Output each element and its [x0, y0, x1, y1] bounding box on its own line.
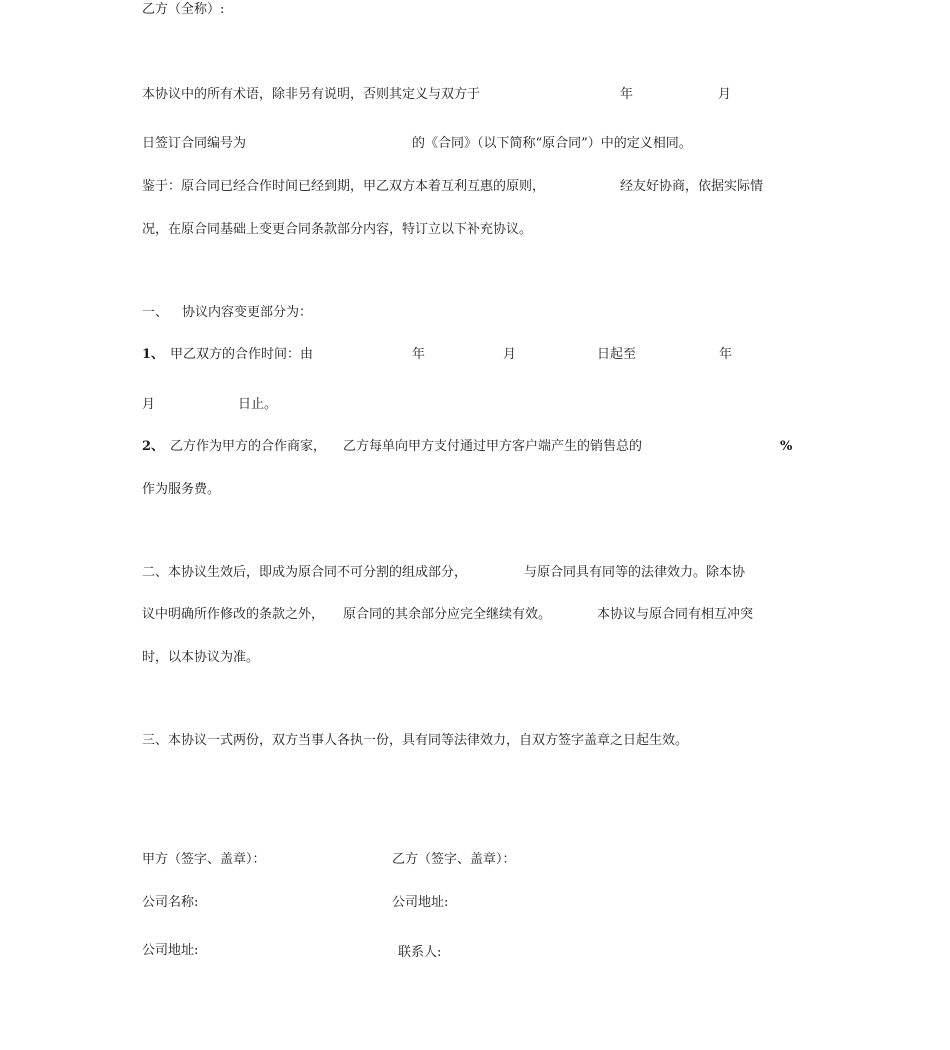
intro-line3-continued: 经友好协商，依据实际情 — [620, 179, 764, 194]
item1-number: 1、 — [142, 347, 165, 362]
section2-line2-middle: 原合同的其余部分应完全继续有效。 — [343, 607, 552, 622]
item1-month-end: 月 — [142, 397, 156, 412]
item1-year-end: 年 — [719, 347, 733, 362]
intro-line1-text: 本协议中的所有术语，除非另有说明，否则其定义与双方于 — [142, 87, 481, 102]
item1-month-start: 月 — [503, 347, 517, 362]
item2-text-a: 乙方作为甲方的合作商家， — [170, 439, 327, 454]
item2-number: 2、 — [142, 439, 165, 454]
intro-line2-definition: 的《合同》（以下简称“原合同”）中的定义相同。 — [412, 136, 692, 151]
party-a-company-address-label: 公司地址: — [142, 943, 199, 958]
item1-day-start: 日起至 — [597, 347, 637, 362]
item2-text-c: 作为服务费。 — [142, 482, 221, 497]
party-b-fullname-label: 乙方（全称）: — [142, 2, 225, 17]
section2-line3-text: 时，以本协议为准。 — [142, 650, 260, 665]
section2-line1-text: 二、本协议生效后，即成为原合同不可分割的组成部分， — [142, 565, 468, 580]
intro-month-label: 月 — [718, 87, 732, 102]
party-a-company-name-label: 公司名称: — [142, 895, 199, 910]
item2-text-b: 乙方每单向甲方支付通过甲方客户端产生的销售总的 — [343, 439, 643, 454]
item2-percent-sign: % — [780, 439, 793, 454]
party-b-contact-label: 联系人: — [398, 945, 442, 960]
section1-title: 协议内容变更部分为： — [182, 305, 313, 320]
intro-year-label: 年 — [620, 87, 634, 102]
intro-line3-text: 鉴于：原合同已经合作时间已经到期，甲乙双方本着互利互惠的原则， — [142, 179, 546, 194]
section2-line2-text: 议中明确所作修改的条款之外， — [142, 607, 325, 622]
party-b-company-address-label: 公司地址: — [392, 895, 449, 910]
party-a-signature-label: 甲方（签字、盖章）： — [142, 852, 266, 867]
item1-day-end: 日止。 — [238, 397, 278, 412]
section2-line2-end: 本协议与原合同有相互冲突 — [597, 607, 754, 622]
section3-text: 三、本协议一式两份，双方当事人各执一份，具有同等法律效力，自双方签字盖章之日起生效。 — [142, 733, 689, 748]
item1-year-start: 年 — [412, 347, 426, 362]
party-b-signature-label: 乙方（签字、盖章）： — [392, 852, 516, 867]
section1-number: 一、 — [142, 305, 169, 320]
intro-line4-text: 况，在原合同基础上变更合同条款部分内容，特订立以下补充协议。 — [142, 222, 533, 237]
intro-line2-text: 日签订合同编号为 — [142, 136, 247, 151]
item1-text: 甲乙双方的合作时间：由 — [170, 347, 314, 362]
section2-line1-continued: 与原合同具有同等的法律效力。除本协 — [524, 565, 746, 580]
